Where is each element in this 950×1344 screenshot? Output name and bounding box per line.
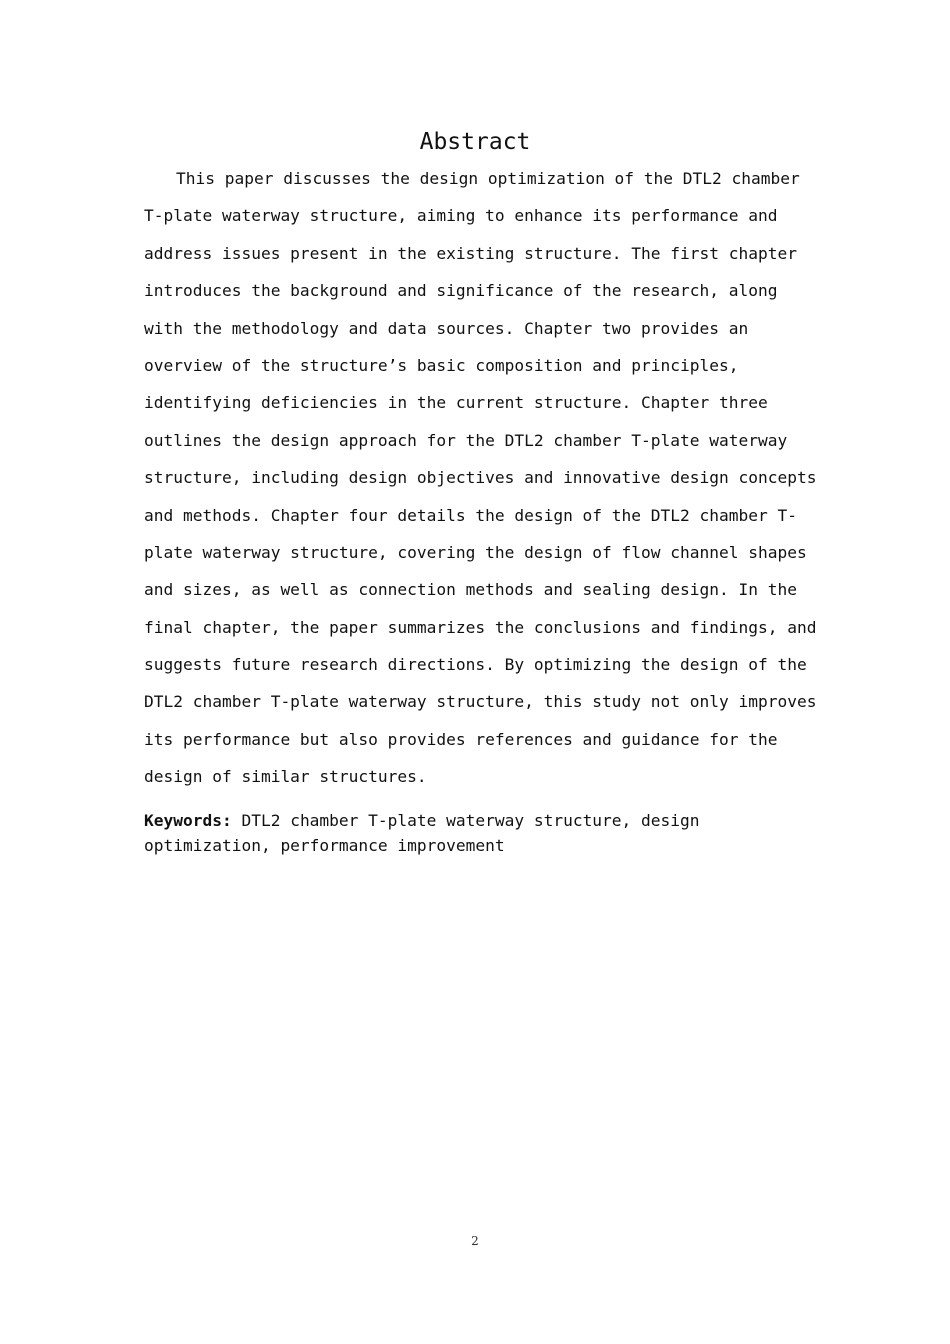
abstract-line: structure, including design objectives and innovative design concepts — [144, 468, 817, 488]
keywords-block — [144, 808, 824, 858]
keywords-text: DTL2 chamber T-plate waterway structure, design — [231, 811, 700, 830]
abstract-body — [144, 164, 824, 800]
keywords-line-2: optimization, performance improvement — [144, 836, 505, 855]
abstract-line: overview of the structure’s basic composition and principles, — [144, 355, 739, 375]
abstract-line: identifying deficiencies in the current structure. Chapter three — [144, 393, 768, 413]
abstract-line: introduces the background and significance of the research, along — [144, 281, 778, 301]
abstract-line: plate waterway structure, covering the design of flow channel shapes — [144, 542, 807, 562]
keywords-label: Keywords: — [144, 811, 232, 830]
abstract-line: address issues present in the existing structure. The first chapter — [144, 243, 797, 263]
abstract-line: T-plate waterway structure, aiming to enhance its performance and — [144, 206, 778, 226]
abstract-line: and methods. Chapter four details the design of the DTL2 chamber T- — [144, 505, 797, 525]
abstract-title: Abstract — [419, 129, 531, 155]
abstract-line: and sizes, as well as connection methods and sealing design. In the — [144, 580, 797, 600]
abstract-line: suggests future research directions. By optimizing the design of the — [144, 655, 807, 675]
abstract-line: its performance but also provides references and guidance for the — [144, 729, 778, 749]
abstract-line: final chapter, the paper summarizes the conclusions and findings, and — [144, 617, 817, 637]
abstract-line: DTL2 chamber T-plate waterway structure, this study not only improves — [144, 692, 817, 712]
keywords-line-1 — [144, 808, 824, 833]
page-number: 2 — [471, 1234, 479, 1248]
abstract-line: design of similar structures. — [144, 767, 427, 787]
abstract-line: outlines the design approach for the DTL2 chamber T-plate waterway — [144, 430, 788, 450]
abstract-line: This paper discusses the design optimization of the DTL2 chamber — [176, 169, 800, 188]
abstract-line: with the methodology and data sources. Chapter two provides an — [144, 318, 749, 338]
